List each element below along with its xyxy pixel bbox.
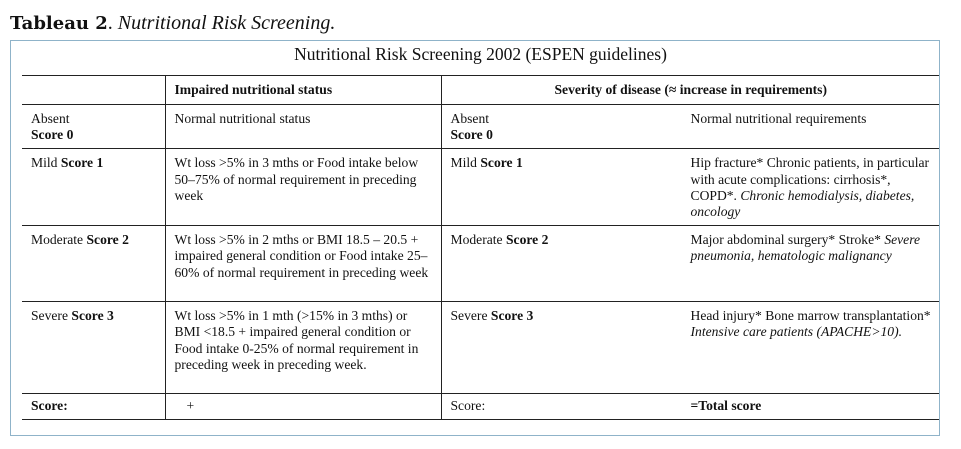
nutrition-cell: Wt loss >5% in 1 mth (>15% in 3 mths) or BMI <18.5 + impaired general condition or Food intake 0-25% of normal requirement in preceding week in preceding week. [165, 302, 441, 394]
nutrition-cell: Wt loss >5% in 3 mths or Food intake below 50–75% of normal requirement in preceding week [165, 149, 441, 226]
score-label-text: Score: [450, 398, 486, 414]
table-row [22, 149, 939, 226]
grade-cell [22, 149, 165, 226]
total-score-result: =Total score [690, 398, 762, 414]
grade-cell [22, 226, 165, 302]
header-empty-cell [22, 76, 165, 105]
disease-description [691, 155, 932, 220]
score-label: Score 1 [60, 155, 104, 171]
score-label: Score 0 [31, 127, 74, 143]
grade-cell [22, 105, 165, 149]
total-row [22, 394, 939, 420]
header-severity-of-disease: Severity of disease (≈ increase in requirements) [441, 76, 939, 105]
disease-text: Hip fracture* Chronic patients, in particular with acute complications: cirrhosis*, COPD*. [690, 155, 930, 203]
severity-cell [441, 302, 939, 394]
nutrition-cell: Wt loss >5% in 2 mths or BMI 18.5 – 20.5 + impaired general condition or Food intake 25–60% of normal requirement in preceding week [165, 226, 441, 302]
total-plus-cell [165, 394, 441, 420]
total-severity-cell [441, 394, 939, 420]
grade-label: Moderate [31, 232, 87, 248]
severity-score-label: Score 3 [490, 308, 534, 324]
severity-grade-label: Moderate [450, 232, 506, 248]
severity-cell [441, 105, 939, 149]
severity-score-label: Score 2 [505, 232, 549, 248]
plus-sign: + [186, 398, 195, 414]
disease-italic-text: Chronic hemodialysis, diabetes, oncology [690, 187, 915, 220]
score-label: Score 2 [86, 232, 129, 248]
table-row [22, 105, 939, 149]
grade-label: Absent [31, 111, 70, 126]
caption-label: Tableau 2 [10, 13, 108, 34]
nutrition-cell: Normal nutritional status [165, 105, 441, 149]
table-row [22, 226, 939, 302]
disease-description [691, 232, 932, 264]
nutritional-risk-table [22, 75, 939, 420]
table-header-row [22, 76, 939, 105]
total-score-label-cell: Score: [22, 394, 165, 420]
grade-cell [22, 302, 165, 394]
caption-title: Nutritional Risk Screening. [117, 12, 336, 34]
total-score-label-2 [451, 398, 691, 414]
table-row [22, 302, 939, 394]
disease-italic-text: Severe pneumonia, hematologic malignancy [690, 232, 921, 264]
disease-italic-text: Intensive care patients (APACHE>10). [690, 324, 903, 340]
disease-description [691, 308, 932, 340]
severity-grade-label: Mild [450, 155, 481, 171]
severity-grade-label: Severe [450, 308, 491, 324]
grade-label: Severe [31, 308, 72, 324]
severity-score-label: Score 1 [480, 155, 523, 171]
score-label: Score 3 [71, 308, 114, 324]
severity-score-label: Score 0 [450, 127, 493, 143]
severity-grade-label: Absent [450, 111, 490, 126]
header-impaired-nutritional-status: Impaired nutritional status [165, 76, 441, 105]
table-title: Nutritional Risk Screening 2002 (ESPEN guidelines) [294, 44, 667, 64]
caption-separator: . [107, 12, 118, 34]
severity-cell [441, 226, 939, 302]
severity-cell [441, 149, 939, 226]
disease-text: Head injury* Bone marrow transplantation* [690, 308, 931, 324]
disease-description: Normal nutritional requirements [690, 111, 867, 126]
disease-text: Major abdominal surgery* Stroke* [690, 232, 885, 248]
table-caption [10, 12, 335, 35]
grade-label: Mild [31, 155, 61, 171]
